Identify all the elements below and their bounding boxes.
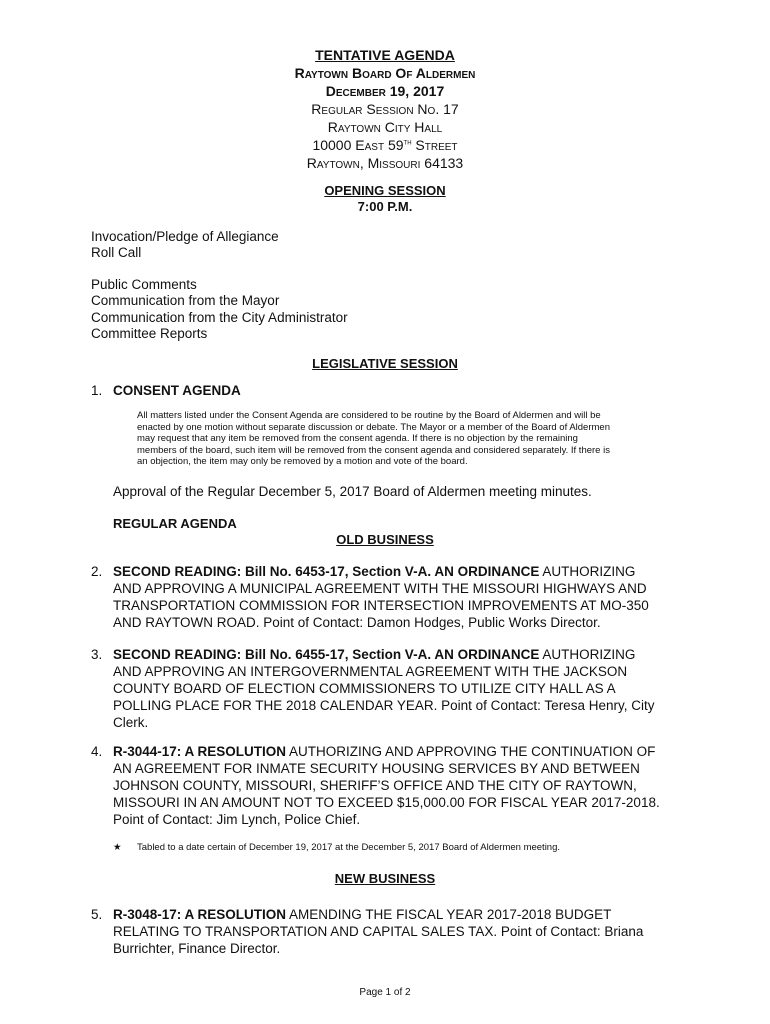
item-4-line: Point of Contact: Jim Lynch, Police Chief. — [113, 812, 361, 827]
item-number: 3. — [91, 647, 103, 662]
agenda-item-4 — [91, 743, 691, 828]
item-2-heading: SECOND READING: Bill No. 6453-17, Section V-A. AN ORDINANCE — [113, 564, 540, 579]
meeting-address — [0, 136, 770, 154]
list-item: Communication from the City Administrator — [91, 309, 348, 325]
consent-desc-line: an objection, the item may only be removed by a motion and vote of the board. — [137, 456, 468, 468]
item-4-line: MISSOURI IN AN AMOUNT NOT TO EXCEED $15,000.00 FOR FISCAL YEAR 2017-2018. — [113, 795, 660, 810]
regular-agenda-heading: REGULAR AGENDA — [113, 516, 237, 531]
item-3-line: COUNTY BOARD OF ELECTION COMMISSIONERS TO UTILIZE CITY HALL AS A — [113, 681, 616, 696]
agenda-item-2 — [91, 563, 691, 631]
item-4-line: AN AGREEMENT FOR INMATE SECURITY HOUSING SERVICES BY AND BETWEEN — [113, 761, 640, 776]
page-number: Page 1 of 2 — [359, 987, 411, 998]
tabled-note-text: Tabled to a date certain of December 19, 2017 at the December 5, 2017 Board of Aldermen meeting. — [137, 842, 561, 853]
meeting-city: Raytown, Missouri 64133 — [306, 155, 464, 171]
consent-desc-line: may request that any item be removed from the consent agenda. If there is no objection by the remaining — [137, 433, 578, 445]
item-5-line: RELATING TO TRANSPORTATION AND CAPITAL SALES TAX. Point of Contact: Briana — [113, 924, 644, 939]
item-2-line: AND RAYTOWN ROAD. Point of Contact: Damon Hodges, Public Works Director. — [113, 615, 601, 630]
opening-session-time: 7:00 P.M. — [357, 199, 413, 214]
list-item: Public Comments — [91, 277, 197, 292]
star-icon: ★ — [113, 842, 122, 853]
item-3-heading: SECOND READING: Bill No. 6455-17, Section V-A. AN ORDINANCE — [113, 647, 540, 662]
item-number: 1. — [91, 383, 103, 398]
old-business-label: OLD BUSINESS — [336, 532, 434, 547]
item-number: 2. — [91, 564, 103, 579]
item-number: 4. — [91, 744, 103, 759]
agenda-item-1 — [91, 382, 691, 399]
item-5-line: AMENDING THE FISCAL YEAR 2017-2018 BUDGET — [286, 907, 612, 922]
opening-session-heading: OPENING SESSION — [324, 183, 446, 198]
item-4-line: JOHNSON COUNTY, MISSOURI, SHERIFF’S OFFICE AND THE CITY OF RAYTOWN, — [113, 778, 637, 793]
item-2-line: TRANSPORTATION COMMISSION FOR INTERSECTION IMPROVEMENTS AT MO-350 — [113, 598, 649, 613]
consent-desc-line: enacted by one motion without separate discussion or debate. The Mayor or a member of the Board of Aldermen — [137, 421, 610, 433]
legislative-session-heading: LEGISLATIVE SESSION — [312, 356, 458, 371]
header-block — [0, 64, 770, 172]
agenda-item-3 — [91, 646, 691, 731]
consent-desc-line: members of the board, such item will be removed from the consent agenda and considered separately. If there is — [137, 444, 610, 456]
list-item: Roll Call — [91, 245, 142, 261]
address-street: Street — [411, 137, 458, 153]
item-3-line: AND APPROVING AN INTERGOVERNMENTAL AGREEMENT WITH THE JACKSON — [113, 664, 628, 679]
list-item: Invocation/Pledge of Allegiance — [91, 229, 279, 244]
address-suffix: th — [403, 137, 412, 147]
consent-description — [137, 410, 647, 468]
item-5-line: Burrichter, Finance Director. — [113, 941, 281, 956]
item-number: 5. — [91, 907, 103, 922]
new-business-heading: NEW BUSINESS — [334, 871, 436, 886]
item-3-line: POLLING PLACE FOR THE 2018 CALENDAR YEAR. Point of Contact: Teresa Henry, City — [113, 698, 655, 713]
tabled-note — [113, 842, 560, 854]
item-3-line: Clerk. — [113, 715, 149, 730]
consent-desc-line: All matters listed under the Consent Agenda are considered to be routine by the Board of Aldermen and will be — [137, 410, 601, 421]
list-item: Committee Reports — [91, 326, 208, 342]
consent-agenda-title: CONSENT AGENDA — [113, 383, 241, 398]
item-4-line: AUTHORIZING AND APPROVING THE CONTINUATION OF — [286, 744, 656, 759]
minutes-approval: Approval of the Regular December 5, 2017 Board of Aldermen meeting minutes. — [113, 484, 592, 499]
old-business-heading — [0, 532, 770, 548]
address-number: 10000 East 59 — [312, 137, 404, 153]
item-5-heading: R-3048-17: A RESOLUTION — [113, 907, 287, 922]
item-2-line: AUTHORIZING — [539, 564, 636, 579]
session-number: Regular Session No. 17 — [311, 101, 459, 117]
opening-list-b — [91, 277, 348, 343]
board-name: Raytown Board Of Aldermen — [294, 65, 476, 81]
meeting-date: December 19, 2017 — [325, 83, 445, 99]
list-item: Communication from the Mayor — [91, 293, 280, 309]
agenda-item-5 — [91, 906, 691, 957]
item-2-line: AND APPROVING A MUNICIPAL AGREEMENT WITH THE MISSOURI HIGHWAYS AND — [113, 581, 647, 596]
item-3-line: AUTHORIZING — [539, 647, 636, 662]
item-4-heading: R-3044-17: A RESOLUTION — [113, 744, 287, 759]
opening-list-a — [91, 229, 279, 262]
meeting-location: Raytown City Hall — [327, 119, 443, 135]
document-title: TENTATIVE AGENDA — [315, 47, 455, 63]
